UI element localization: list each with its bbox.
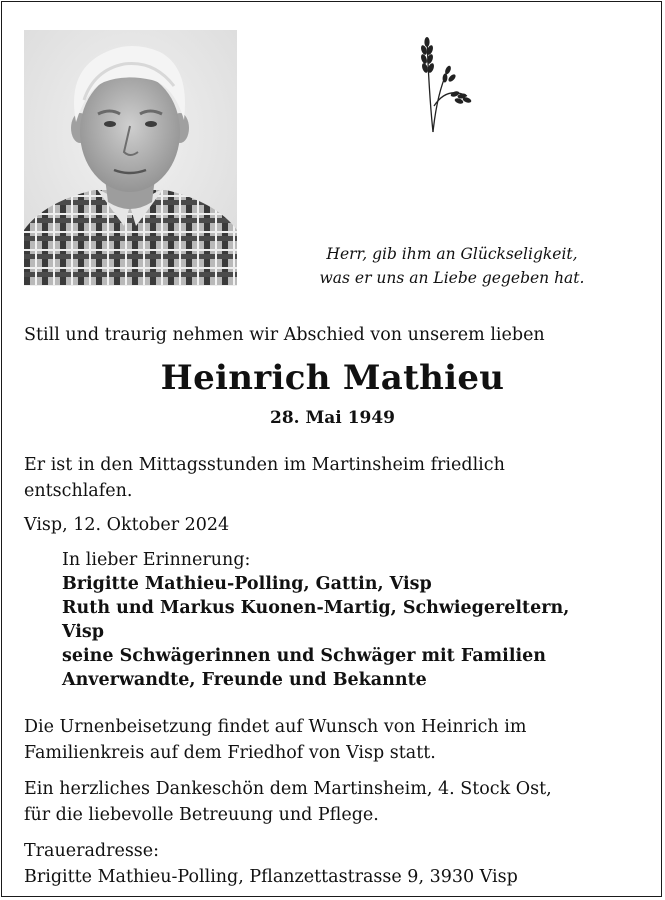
quote [272,242,632,290]
deceased-name: Heinrich Mathieu [160,358,505,398]
thanks-text [24,776,634,828]
death-text-line-1: Er ist in den Mittagsstunden im Martinsheim friedlich [24,455,505,475]
birth-date: 28. Mai 1949 [269,408,396,428]
quote-line-1: Herr, gib ihm an Glückseligkeit, [326,245,578,263]
burial-text [24,714,634,766]
portrait-photo [24,30,237,286]
death-text [24,452,634,504]
obituary-card [1,1,662,897]
mourner-line: Visp [62,622,105,642]
thanks-line-2: für die liebevolle Betreuung und Pflege. [24,805,379,825]
portrait-illustration [24,30,237,286]
quote-line-2: was er uns an Liebe gegeben hat. [319,269,585,287]
place-date: Visp, 12. Oktober 2024 [24,515,230,535]
burial-line-1: Die Urnenbeisetzung findet auf Wunsch von Heinrich im [24,717,527,737]
mourner-line: Brigitte Mathieu-Polling, Gattin, Visp [62,574,432,594]
thanks-line-1: Ein herzliches Dankeschön dem Martinsheim, 4. Stock Ost, [24,779,552,799]
memory-heading: In lieber Erinnerung: [62,550,251,570]
intro-text: Still und traurig nehmen wir Abschied von unserem lieben [24,325,545,345]
address-block [24,838,634,890]
address-value: Brigitte Mathieu-Polling, Pflanzettastrasse 9, 3930 Visp [24,867,518,887]
address-label: Traueradresse: [24,841,160,861]
death-text-line-2: entschlafen. [24,481,133,501]
mourner-line: seine Schwägerinnen und Schwäger mit Familien [62,646,546,666]
burial-line-2: Familienkreis auf dem Friedhof von Visp statt. [24,743,436,763]
mourner-line: Anverwandte, Freunde und Bekannte [62,670,427,690]
mourner-line: Ruth und Markus Kuonen-Martig, Schwiegereltern, [62,598,570,618]
wheat-icon [407,34,477,134]
memory-block [62,548,642,692]
